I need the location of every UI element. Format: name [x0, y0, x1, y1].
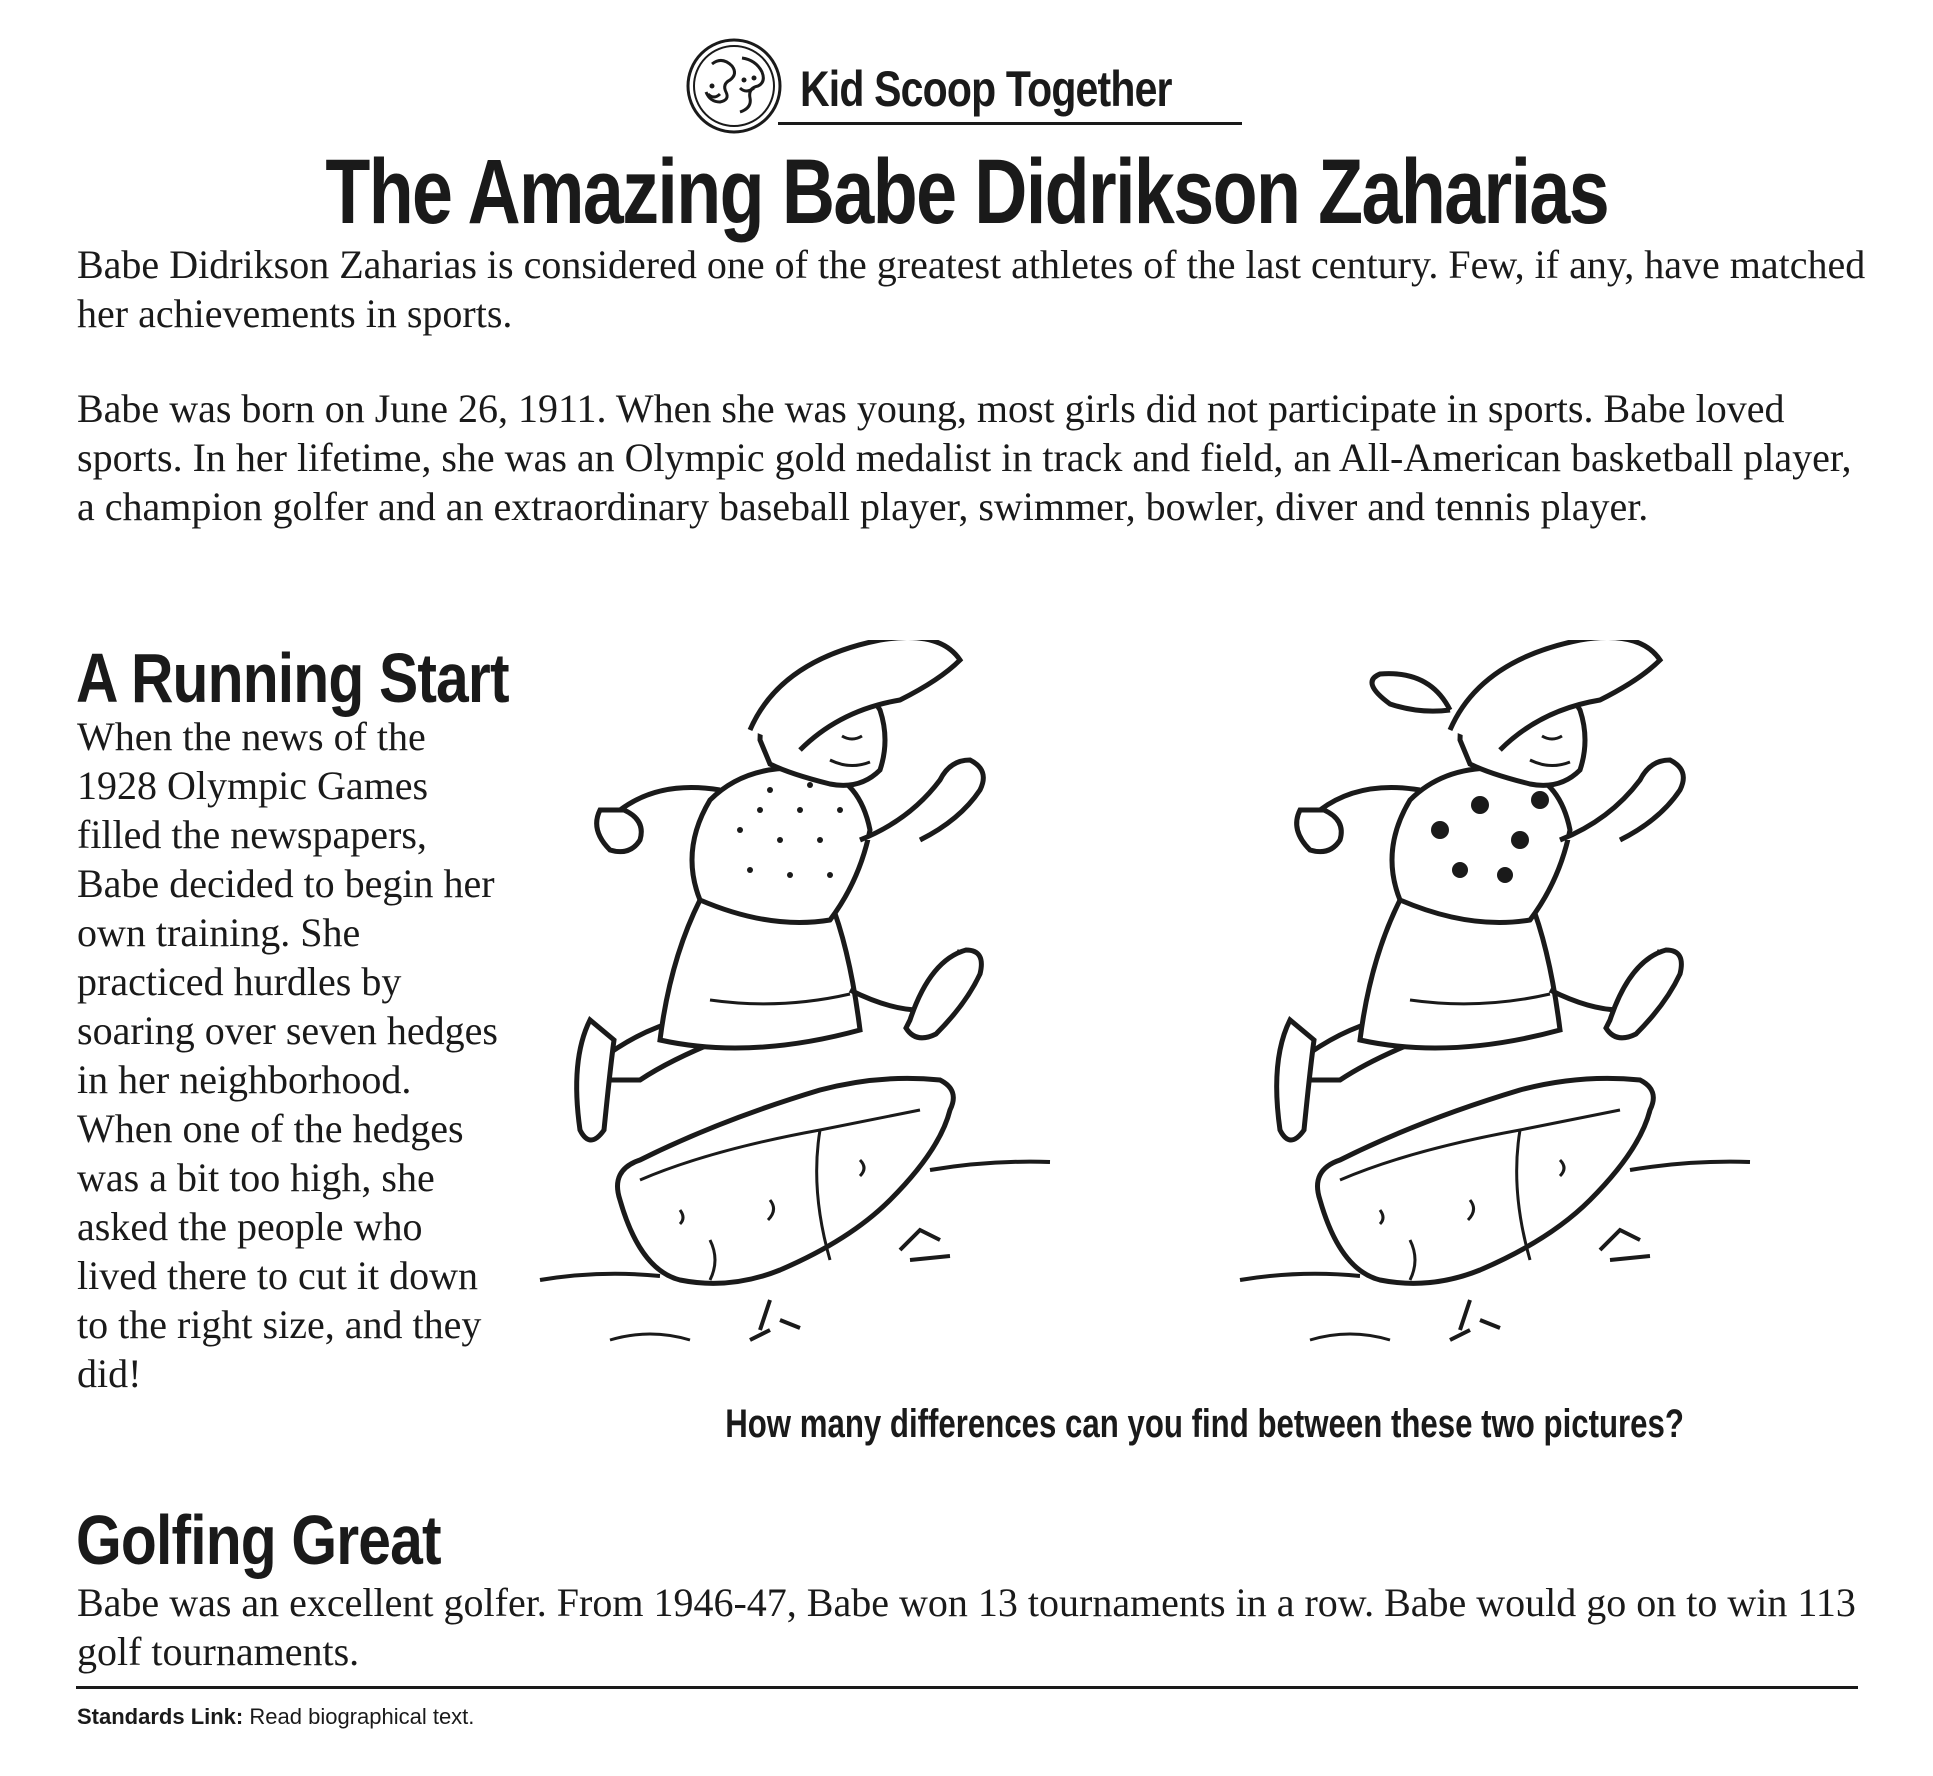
standards-link-text: Read biographical text.: [249, 1704, 475, 1729]
puzzle-question: [540, 1402, 1870, 1447]
brand-name: Kid Scoop Together: [800, 61, 1172, 117]
puzzle-question-text: How many differences can you find between these two pictures?: [725, 1402, 1685, 1446]
page-title-text: The Amazing Babe Didrikson Zaharias: [325, 141, 1608, 243]
running-start-heading: A Running Start: [76, 639, 509, 717]
standards-link-label: Standards Link:: [77, 1704, 244, 1729]
standards-link: [77, 1704, 474, 1730]
girl-hurdling-hedge-variant-icon: [1240, 640, 1750, 1340]
masthead: [682, 36, 1262, 128]
girl-hurdling-hedge-icon: [540, 640, 1050, 1340]
globe-with-kids-faces-icon: [682, 36, 794, 136]
running-start-body: When the news of the 1928 Olympic Games filled the newspapers, Babe decided to begin her own training. She practiced hurdles by soaring over seven hedges in her neighborhood. When one of the hedges was a bit too high, she asked the people who lived there to cut it down to the right size, and they did!: [77, 714, 498, 1396]
golfing-great-body: Babe was an excellent golfer. From 1946-47, Babe won 13 tournaments in a row. Babe would go on to win 113 golf tournaments.: [77, 1580, 1856, 1674]
intro-paragraph-2: Babe was born on June 26, 1911. When she was young, most girls did not participate in sports. Babe loved sports. In her lifetime, she was an Olympic gold medalist in track and field, an All-American basketball player, a champion golfer and an extraordinary baseball player, swimmer, bowler, diver and tennis player.: [77, 386, 1852, 529]
intro-paragraph-1: Babe Didrikson Zaharias is considered one of the greatest athletes of the last century. Few, if any, have matched her achievements in sports.: [77, 242, 1866, 336]
brand-underline: [778, 122, 1242, 125]
footer-divider: [76, 1686, 1858, 1689]
page-title: [0, 140, 1933, 245]
golfing-great-heading: Golfing Great: [76, 1501, 441, 1579]
spot-the-difference-pictures: [530, 640, 1860, 1360]
